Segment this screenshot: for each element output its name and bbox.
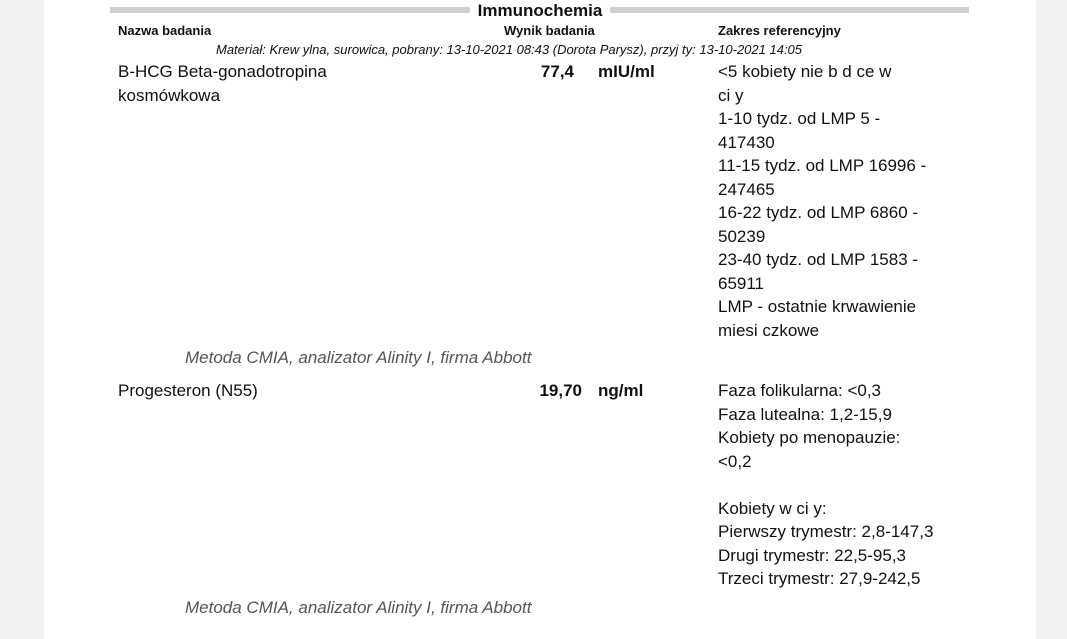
range-blank-line [718, 473, 968, 497]
range-line: 50239 [718, 226, 766, 246]
reference-range-bhcg [718, 60, 968, 342]
method-note-bhcg: Metoda CMIA, analizator Alinity I, firma Abbott [185, 348, 532, 367]
test-name-line: kosmówkowa [118, 85, 221, 105]
section-rule-right [610, 7, 969, 13]
result-value-bhcg: 77,4 [540, 62, 574, 81]
column-header-range: Zakres referencyjny [718, 23, 841, 38]
range-line: Pierwszy trymestr: 2,8-147,3 [718, 522, 934, 541]
result-unit-bhcg: mIU/ml [598, 62, 655, 81]
test-name-line: Progesteron (N55) [118, 381, 258, 400]
column-header-name: Nazwa badania [118, 23, 212, 38]
material-info: Materiał: Krew ylna, surowica, pobrany: 13-10-2021 08:43 (Dorota Parysz), przyj ty: 13-10-2021 14:05 [216, 42, 803, 57]
range-line: Faza lutealna: 1,2-15,9 [718, 404, 892, 424]
range-line: <0,2 [718, 451, 752, 471]
method-note-progesteron: Metoda CMIA, analizator Alinity I, firma Abbott [185, 598, 532, 617]
section-title: Immunochemia [470, 0, 610, 22]
test-name-line: B-HCG Beta-gonadotropina [118, 62, 327, 81]
result-unit-progesteron: ng/ml [598, 381, 644, 400]
test-name-bhcg [118, 60, 418, 107]
range-line: 23-40 tydz. od LMP 1583 - [718, 250, 919, 269]
range-line: 247465 [718, 179, 775, 199]
range-line: 65911 [718, 273, 765, 293]
reference-range-progesteron [718, 379, 968, 591]
section-rule-left [110, 7, 510, 13]
range-line: Faza folikularna: <0,3 [718, 381, 882, 400]
range-line: 11-15 tydz. od LMP 16996 - [718, 156, 927, 175]
range-line: 16-22 tydz. od LMP 6860 - [718, 203, 919, 222]
range-line: <5 kobiety nie b d ce w [718, 62, 892, 81]
report-page [44, 0, 1036, 639]
range-line: Kobiety w ci y: [718, 498, 827, 518]
range-line: 1-10 tydz. od LMP 5 - [718, 109, 881, 128]
range-line: LMP - ostatnie krwawienie [718, 297, 917, 316]
range-line: 417430 [718, 132, 775, 152]
range-line: ci y [718, 85, 744, 105]
column-header-result: Wynik badania [504, 23, 595, 38]
test-name-progesteron [118, 379, 418, 403]
range-line: Drugi trymestr: 22,5-95,3 [718, 545, 907, 565]
range-line: Kobiety po menopauzie: [718, 428, 901, 447]
result-value-progesteron: 19,70 [539, 381, 582, 400]
range-line: Trzeci trymestr: 27,9-242,5 [718, 569, 921, 588]
range-line: miesi czkowe [718, 320, 820, 340]
